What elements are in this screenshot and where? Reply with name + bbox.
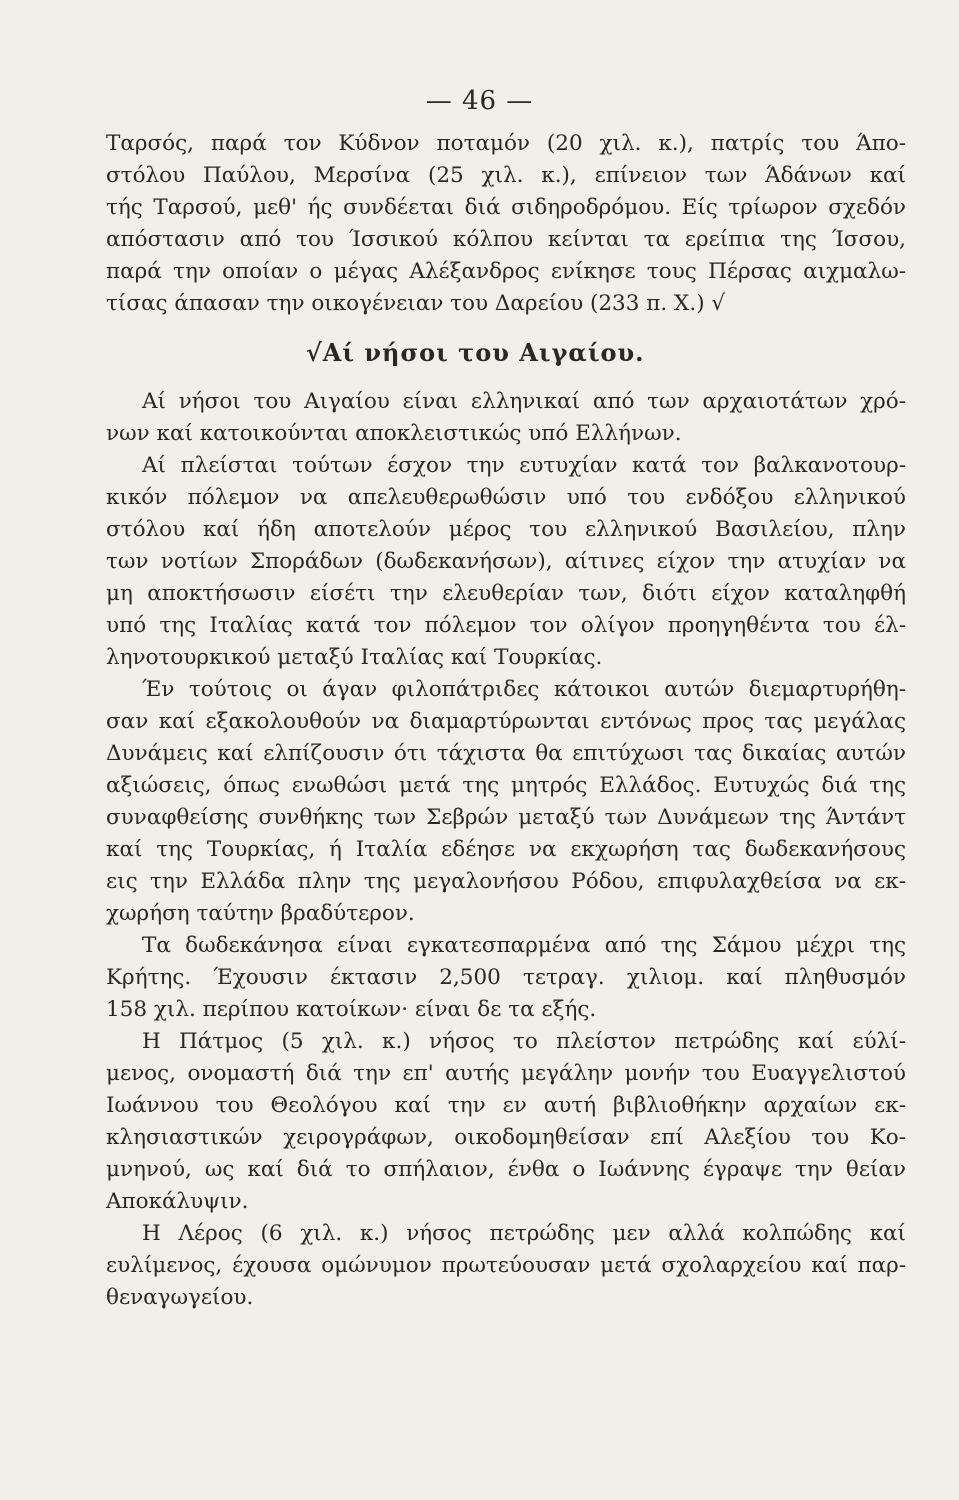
text-line: εις την Ελλάδα πλην της μεγαλονήσου Ρόδου, επιφυλαχθείσα να εκ-	[106, 869, 906, 894]
text-line: Τα δωδεκάνησα είναι εγκατεσπαρμένα από της Σάμου μέχρι της	[142, 933, 906, 958]
text-line: μνηνού, ως καί διά το σπήλαιον, ένθα ο Ιωάννης έγραψε την θείαν	[106, 1157, 906, 1182]
text-line: Δυνάμεις καί ελπίζουσιν ότι τάχιστα θα επιτύχωσι τας δικαίας αυτών	[106, 741, 906, 766]
text-line: αξιώσεις, όπως ενωθώσι μετά της μητρός Ελλάδος. Ευτυχώς διά της	[106, 773, 906, 798]
text-line: υπό της Ιταλίας κατά τον πόλεμον τον ολίγον προηγηθέντα του έλ-	[106, 613, 906, 638]
text-line: καί της Τουρκίας, ή Ιταλία εδέησε να εκχωρήση τας δωδεκανήσους	[106, 837, 906, 862]
text-line: Αί πλείσται τούτων έσχον την ευτυχίαν κατά τον βαλκανοτουρ-	[142, 453, 906, 478]
text-line: ευλίμενος, έχουσα ομώνυμον πρωτεύουσαν μετά σχολαρχείου καί παρ-	[106, 1253, 906, 1278]
text-line: Αί νήσοι του Αιγαίου είναι ελληνικαί από των αρχαιοτάτων χρό-	[142, 389, 906, 414]
text-line: παρά την οποίαν ο μέγας Αλέξανδρος ενίκησε τους Πέρσας αιχμαλω-	[106, 259, 906, 284]
text-line: ληνοτουρκικού μεταξύ Ιταλίας καί Τουρκίας.	[106, 645, 603, 670]
text-line: Κρήτης. Έχουσιν έκτασιν 2,500 τετραγ. χιλιομ. καί πληθυσμόν	[106, 965, 906, 990]
text-line: των νοτίων Σποράδων (δωδεκανήσων), αίτινες είχον την ατυχίαν να	[106, 549, 906, 574]
text-line: Έν τούτοις οι άγαν φιλοπάτριδες κάτοικοι αυτών διεμαρτυρήθη-	[142, 677, 906, 702]
paragraph-block-aegean	[106, 386, 906, 1314]
text-line: κικόν πόλεμον να απελευθερωθώσιν υπό του ενδόξου ελληνικού	[106, 485, 906, 510]
text-line: Η Πάτμος (5 χιλ. κ.) νήσος το πλείστον πετρώδης καί εύλί-	[142, 1029, 906, 1054]
text-line: συναφθείσης συνθήκης των Σεβρών μεταξύ των Δυνάμεων της Άντάντ	[106, 805, 906, 830]
text-line: θεναγωγείου.	[106, 1285, 254, 1310]
paragraph-block-tarsus	[106, 128, 906, 320]
body-text	[106, 128, 906, 1314]
text-line: σαν καί εξακολουθούν να διαμαρτύρωνται εντόνως προς τας μεγάλας	[106, 709, 906, 734]
text-line: στόλου Παύλου, Μερσίνα (25 χιλ. κ.), επίνειον των Άδάνων καί	[106, 163, 906, 188]
text-line: Ταρσός, παρά τον Κύδνον ποταμόν (20 χιλ. κ.), πατρίς του Άπο-	[106, 131, 906, 156]
text-line: Η Λέρος (6 χιλ. κ.) νήσος πετρώδης μεν αλλά κολπώδης καί	[142, 1221, 906, 1246]
text-line: νων καί κατοικούνται αποκλειστικώς υπό Ελλήνων.	[106, 421, 682, 446]
text-line: χωρήση ταύτην βραδύτερον.	[106, 901, 415, 926]
text-line: κλησιαστικών χειρογράφων, οικοδομηθείσαν επί Αλεξίου του Κο-	[106, 1125, 906, 1150]
text-line: Ιωάννου του Θεολόγου καί την εν αυτή βιβλιοθήκην αρχαίων εκ-	[106, 1093, 906, 1118]
text-line: τής Ταρσού, μεθ' ής συνδέεται διά σιδηροδρόμου. Είς τρίωρον σχεδόν	[106, 195, 906, 220]
text-line: μενος, ονομαστή διά την επ' αυτής μεγάλην μονήν του Ευαγγελιστού	[106, 1061, 906, 1086]
text-line: τίσας άπασαν την οικογένειαν του Δαρείου (233 π. Χ.) √	[106, 291, 726, 316]
text-line: 158 χιλ. περίπου κατοίκων· είναι δε τα εξής.	[106, 997, 597, 1022]
text-line: στόλου καί ήδη αποτελούν μέρος του ελληνικού Βασιλείου, πλην	[106, 517, 906, 542]
section-heading: √Αί νήσοι του Αιγαίου.	[306, 338, 645, 367]
text-line: απόστασιν από του Ίσσικού κόλπου κείνται τα ερείπια της Ίσσου,	[106, 227, 906, 252]
text-line: Αποκάλυψιν.	[106, 1189, 249, 1214]
page-number: — 46 —	[425, 86, 534, 116]
text-line: μη αποκτήσωσιν είσέτι την ελευθερίαν των, διότι είχον καταληφθή	[106, 581, 906, 606]
